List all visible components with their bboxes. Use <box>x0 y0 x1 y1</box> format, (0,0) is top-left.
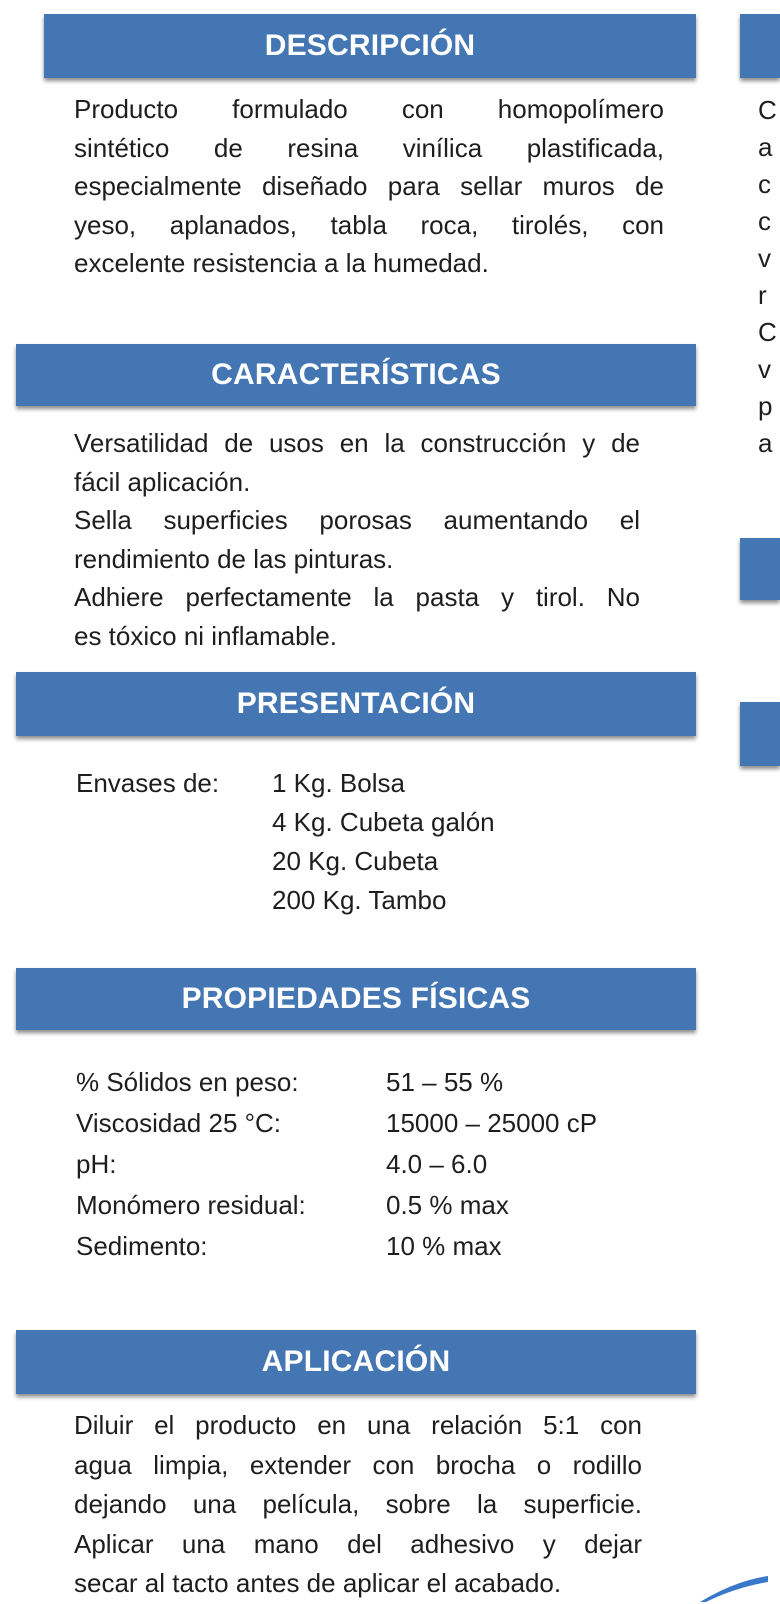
section-title: DESCRIPCIÓN <box>264 29 476 62</box>
section-header-propiedades <box>16 968 696 1030</box>
section-title: PROPIEDADES FÍSICAS <box>181 982 531 1015</box>
right-column-header <box>740 14 780 78</box>
presentacion-list <box>76 764 495 920</box>
right-column-header <box>740 702 780 766</box>
property-label: pH: <box>76 1149 117 1179</box>
envases-label: Envases de: <box>76 768 220 798</box>
text-fragment: C <box>758 317 777 347</box>
section-header-caracteristicas <box>16 344 696 406</box>
text-line: Versatilidad de usos en la construcción y de <box>74 428 640 458</box>
text-fragment: c <box>758 206 771 236</box>
text-fragment: a <box>758 428 773 458</box>
text-fragment: r <box>758 280 767 310</box>
property-row <box>76 1185 597 1226</box>
property-row <box>76 1226 597 1267</box>
section-header-presentacion <box>16 672 696 736</box>
descripcion-text <box>74 90 664 283</box>
aplicacion-text <box>74 1406 642 1604</box>
text-line: dejando una película, sobre la superficie. <box>74 1489 642 1519</box>
text-fragment: v <box>758 243 771 273</box>
text-line: especialmente diseñado para sellar muros de <box>74 171 664 201</box>
property-value: 0.5 % max <box>386 1190 509 1220</box>
property-label: Sedimento: <box>76 1231 208 1261</box>
property-label: Viscosidad 25 °C: <box>76 1108 282 1138</box>
list-item: 200 Kg. Tambo <box>272 885 447 915</box>
propiedades-table <box>76 1062 597 1267</box>
text-line: yeso, aplanados, tabla roca, tirolés, con <box>74 209 664 240</box>
caracteristicas-text <box>74 424 640 655</box>
section-title: PRESENTACIÓN <box>236 687 476 720</box>
text-line: fácil aplicación. <box>74 466 251 497</box>
text-line: Sella superficies porosas aumentando el <box>74 505 640 535</box>
text-line: excelente resistencia a la humedad. <box>74 248 489 278</box>
list-item: 4 Kg. Cubeta galón <box>272 807 495 837</box>
text-line: Aplicar una mano del adhesivo y dejar <box>74 1528 642 1559</box>
text-line: rendimiento de las pinturas. <box>74 543 394 574</box>
section-header-descripcion <box>44 14 696 78</box>
text-fragment: C <box>758 95 777 125</box>
section-header-aplicacion <box>16 1330 696 1394</box>
property-value: 4.0 – 6.0 <box>386 1149 488 1179</box>
right-column-header <box>740 538 780 600</box>
text-line: sintético de resina vinílica plastificada, <box>74 132 664 163</box>
text-fragment: c <box>758 169 771 199</box>
text-line: es tóxico ni inflamable. <box>74 620 338 651</box>
section-title: APLICACIÓN <box>261 1345 451 1378</box>
text-fragment: a <box>758 132 773 162</box>
text-fragment: v <box>758 354 771 384</box>
property-row <box>76 1062 597 1103</box>
text-line: Adhiere perfectamente la pasta y tirol. No <box>74 582 640 612</box>
text-fragment: p <box>758 391 773 421</box>
property-label: % Sólidos en peso: <box>76 1067 299 1097</box>
property-label: Monómero residual: <box>76 1190 306 1220</box>
property-row <box>76 1144 597 1185</box>
text-line: Diluir el producto en una relación 5:1 con <box>74 1410 642 1440</box>
swoosh-decoration <box>700 1560 768 1602</box>
text-line: Producto formulado con homopolímero <box>74 94 664 124</box>
text-line: secar al tacto antes de aplicar el acabado. <box>74 1568 562 1598</box>
section-title: CARACTERÍSTICAS <box>211 358 501 391</box>
property-row <box>76 1103 597 1144</box>
property-value: 10 % max <box>386 1231 502 1261</box>
text-line: agua limpia, extender con brocha o rodillo <box>74 1449 642 1480</box>
right-column-text <box>758 92 777 462</box>
list-item: 20 Kg. Cubeta <box>272 846 439 876</box>
property-value: 51 – 55 % <box>386 1067 504 1097</box>
list-item: 1 Kg. Bolsa <box>272 768 405 798</box>
property-value: 15000 – 25000 cP <box>386 1108 598 1138</box>
